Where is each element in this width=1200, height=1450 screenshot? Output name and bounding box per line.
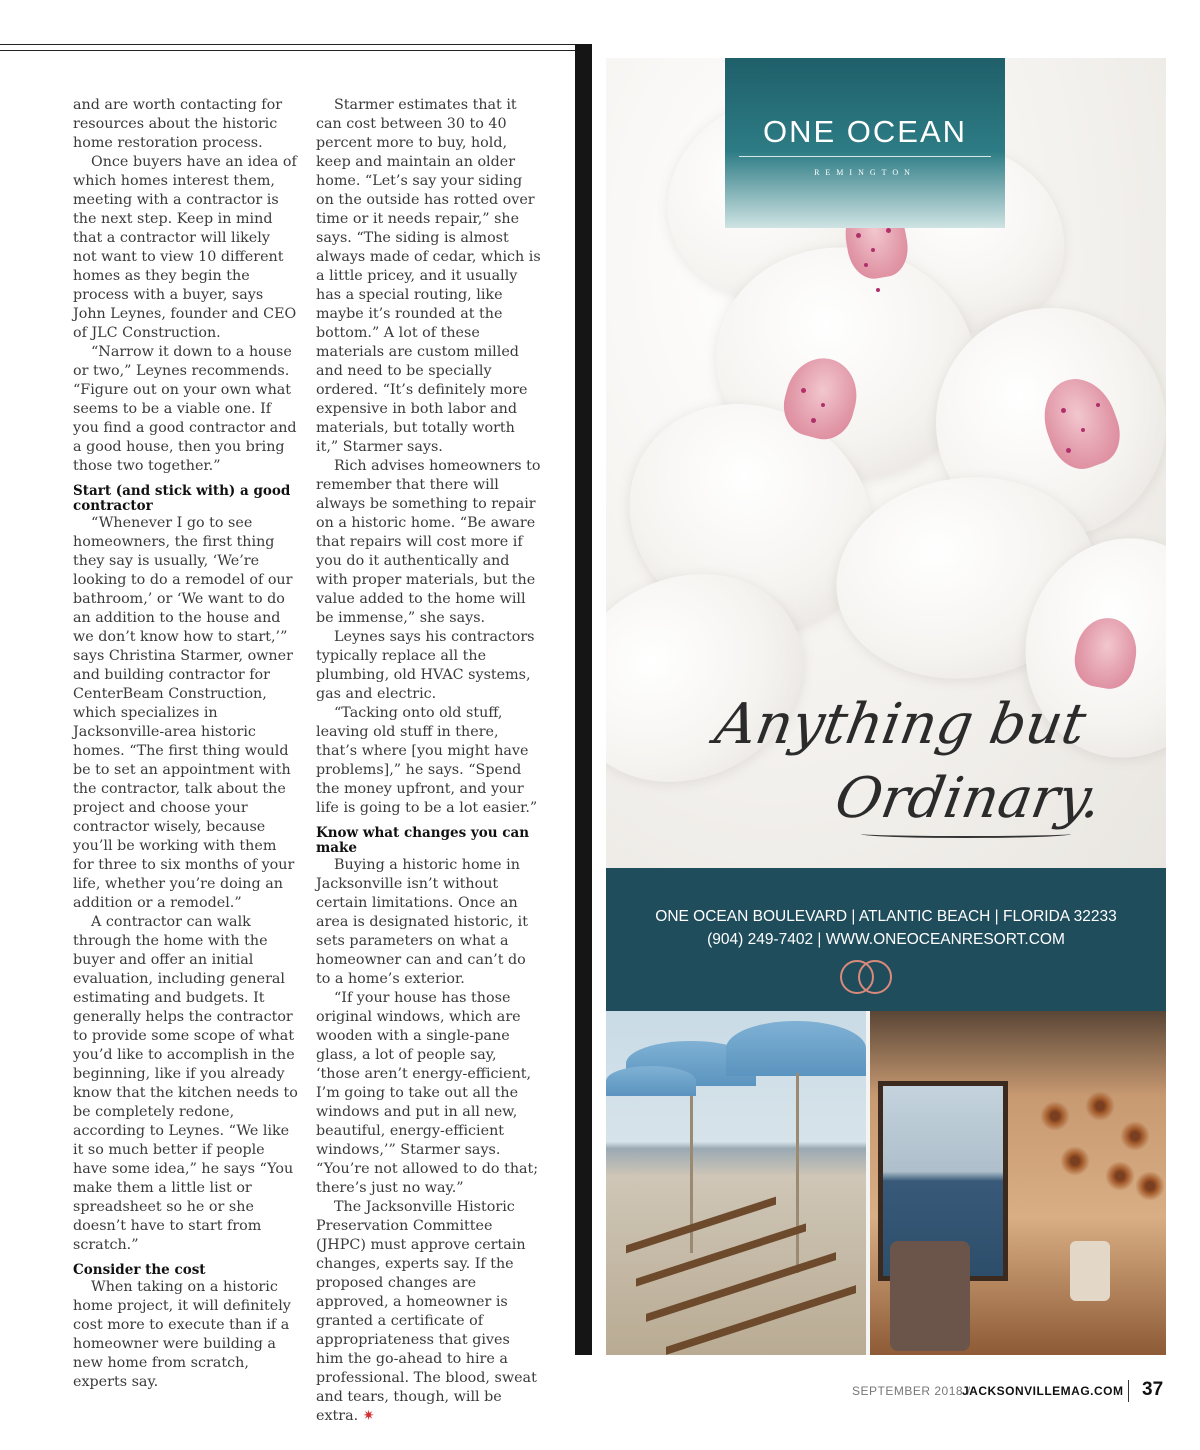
resort-interior-photo bbox=[870, 1011, 1166, 1355]
col2-section-a bbox=[316, 96, 541, 818]
col2-section-b bbox=[316, 856, 541, 1426]
paragraph: “Tacking onto old stuff, leaving old stuff in there, that’s where [you might have problems],” he says. “Spend the money upfront, and your life is going to be a lot easier.” bbox=[316, 705, 538, 816]
column-divider-bar bbox=[575, 44, 592, 1355]
paragraph: A contractor can walk through the home with the buyer and offer an initial evaluation, including general estimating and budgets. It generally helps the contractor to provide some scope of what you’d like to accomplish in the beginning, like if you already know that the kitchen needs to be completely redone, according to Leynes. “We like it so much better if people have some idea,” he says “You make them a little list or spreadsheet so he or she doesn’t have to start from scratch.” bbox=[73, 914, 298, 1253]
advertisement[interactable] bbox=[606, 58, 1166, 1355]
brand-name: ONE OCEAN bbox=[762, 114, 968, 149]
paragraph: When taking on a historic home project, it will definitely cost more to execute than if a homeowner were building a new home from scratch, experts say. bbox=[73, 1279, 291, 1390]
footer-date: SEPTEMBER 2018 / bbox=[852, 1384, 971, 1398]
section-heading: Consider the cost bbox=[73, 1262, 206, 1278]
article-column-1 bbox=[73, 96, 298, 1392]
end-mark-icon: ✷ bbox=[362, 1408, 375, 1424]
paragraph bbox=[316, 1198, 541, 1426]
section-heading: Start (and stick with) a good contractor bbox=[73, 483, 291, 514]
article-column-2 bbox=[316, 96, 541, 1426]
section-heading: Know what changes you can make bbox=[316, 825, 530, 856]
paragraph: and are worth contacting for resources about the historic home restoration process. bbox=[73, 97, 283, 151]
tagline-line-2: Ordinary. bbox=[830, 766, 1107, 831]
ad-address: ONE OCEAN BOULEVARD | ATLANTIC BEACH | FLORIDA 32233 bbox=[655, 908, 1117, 925]
paragraph: Buying a historic home in Jacksonville isn’t without certain limitations. Once an area is designated historic, it sets parameters on what a homeowner can and can’t do to a home’s exterior. bbox=[316, 857, 528, 987]
page-number: 37 bbox=[1142, 1379, 1164, 1400]
ad-contact-band bbox=[606, 868, 1166, 1011]
top-rule bbox=[0, 44, 576, 45]
beach-photo bbox=[606, 1011, 866, 1355]
rings-logo-icon bbox=[831, 956, 901, 998]
paragraph-text: The Jacksonville Historic Preservation Committee (JHPC) must approve certain changes, experts say. If the proposed changes are approved, a homeowner is granted a certificate of appropriateness that gives him the go-ahead to hire a professional. The blood, sweat and tears, though, will be extra. bbox=[316, 1199, 537, 1424]
brand-subtitle: REMINGTON bbox=[814, 168, 916, 177]
col1-section-c bbox=[73, 1278, 298, 1392]
tagline-line-1: Anything but bbox=[710, 692, 1091, 757]
tagline-flourish bbox=[861, 830, 1071, 838]
ad-tagline bbox=[710, 688, 1136, 836]
paragraph: Leynes says his contractors typically replace all the plumbing, old HVAC systems, gas and electric. bbox=[316, 629, 535, 702]
paragraph: “If your house has those original windows, which are wooden with a single-pane glass, a lot of people say, ‘those aren’t energy-efficient, I’m going to take out all the windows and put in all new, beautiful, energy-efficient windows,’” Starmer says. “You’re not allowed to do that; there’s just no way.” bbox=[316, 990, 539, 1196]
brand-logo-block bbox=[725, 58, 1005, 228]
col1-section-a bbox=[73, 96, 298, 476]
paragraph: “Narrow it down to a house or two,” Leynes recommends. “Figure out on your own what seems to be a viable one. If you find a good contractor and a good house, then you bring those two together.” bbox=[73, 344, 297, 474]
paragraph: Starmer estimates that it can cost between 30 to 40 percent more to buy, hold, keep and maintain an older home. “Let’s say your siding on the outside has rotted over time or it needs repair,” she says. “The siding is almost always made of cedar, which is a little pricey, and it usually has a special routing, like maybe it’s rounded at the bottom.” A lot of these materials are custom milled and need to be specially ordered. “It’s definitely more expensive in both labor and materials, but totally worth it,” Starmer says. bbox=[316, 97, 541, 455]
paragraph: Rich advises homeowners to remember that there will always be something to repair on a historic home. “Be aware that repairs will cost more if you do it authentically and with proper materials, but the value added to the home will be immense,” she says. bbox=[316, 458, 541, 626]
col1-section-b bbox=[73, 514, 298, 1255]
footer-divider bbox=[1128, 1380, 1129, 1402]
paragraph: “Whenever I go to see homeowners, the first thing they say is usually, ‘We’re looking to do a remodel of our bathroom,’ or ‘We want to do an addition to the house and we don’t know how to start,’” says Christina Starmer, owner and building contractor for CenterBeam Construction, which specializes in Jacksonville-area historic homes. “The first thing would be to set an appointment with the contractor, talk about the project and choose your contractor wisely, because you’ll be working with them for three to six months of your life, whether you’re doing an addition or a remodel.” bbox=[73, 515, 295, 911]
paragraph: Once buyers have an idea of which homes interest them, meeting with a contractor is the next step. Keep in mind that a contractor will likely not want to view 10 different homes as they begin the process with a buyer, says John Leynes, founder and CEO of JLC Construction. bbox=[73, 154, 297, 341]
ad-contact[interactable]: (904) 249-7402 | WWW.ONEOCEANRESORT.COM bbox=[707, 931, 1065, 948]
logo-divider bbox=[739, 156, 991, 157]
top-rule-2 bbox=[0, 50, 576, 51]
footer-site[interactable]: JACKSONVILLEMAG.COM bbox=[962, 1384, 1124, 1398]
